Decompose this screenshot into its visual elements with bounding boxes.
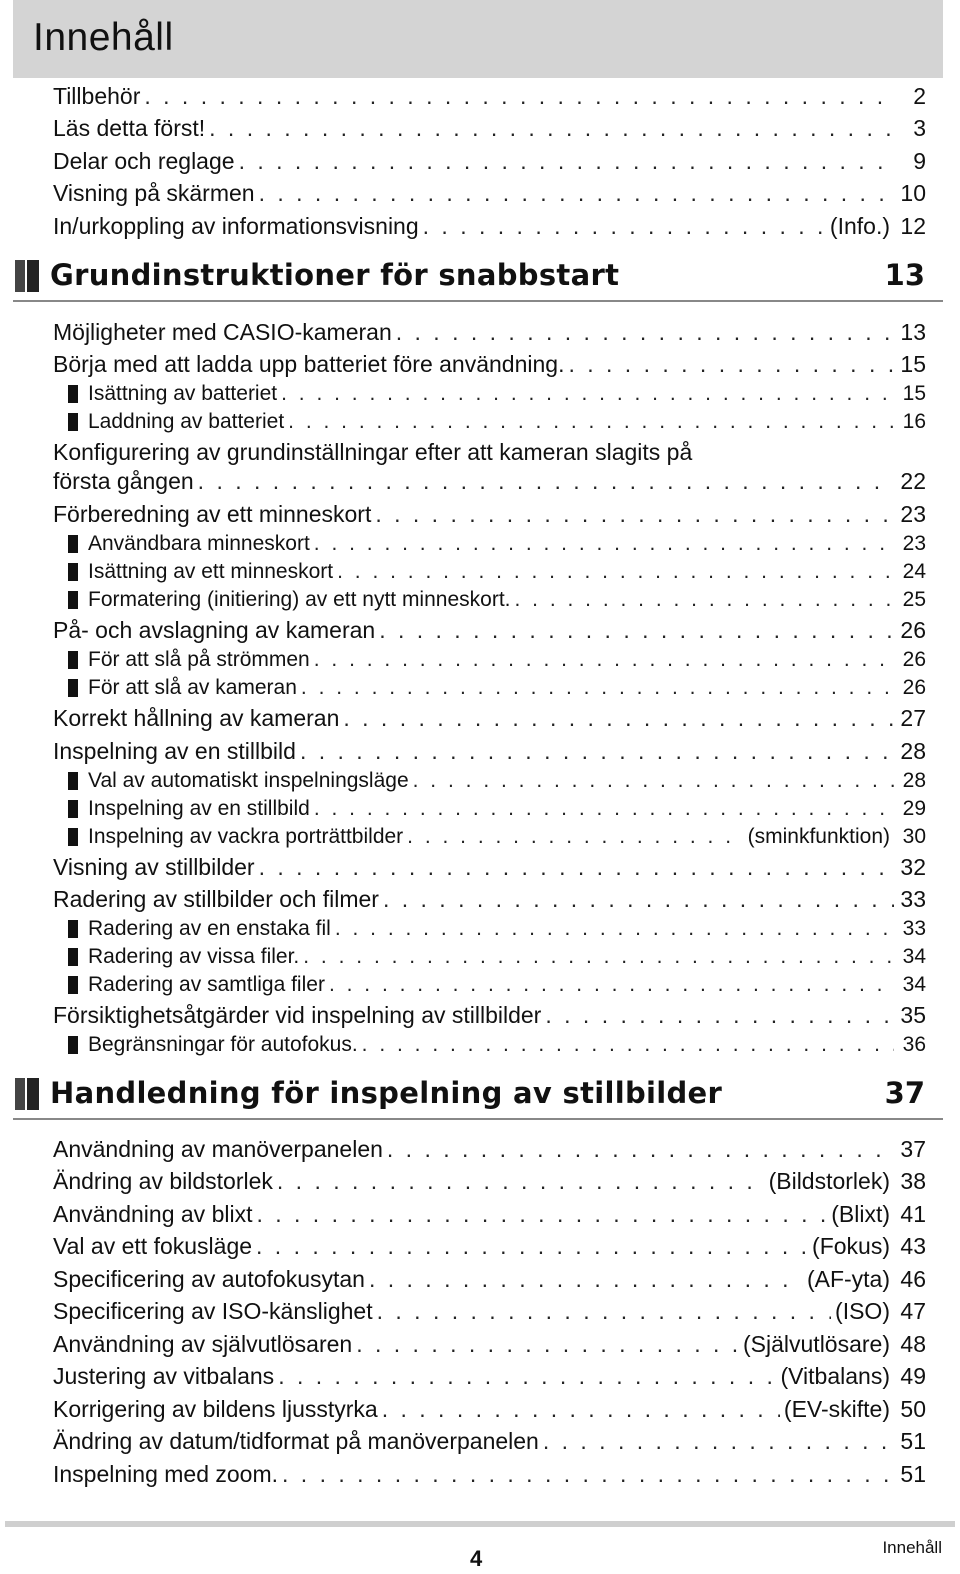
toc-entry-page: 10	[900, 180, 926, 206]
toc-entry-title: På- och avslagning av kameran	[53, 617, 376, 643]
toc-entry-page: 47	[900, 1298, 926, 1324]
toc-entry-page: 51	[900, 1461, 926, 1487]
toc-entry[interactable]	[53, 146, 926, 176]
toc-entry-page: 28	[900, 738, 926, 764]
toc-entry-note: (Fokus)	[812, 1233, 890, 1259]
toc-entry[interactable]	[53, 113, 926, 143]
toc-entry-title: Inspelning av en stillbild	[53, 738, 296, 764]
toc-entry-page: 43	[900, 1233, 926, 1259]
toc-entry-title: Justering av vitbalans	[53, 1363, 275, 1389]
toc-entry-page: 23	[900, 501, 926, 527]
toc-entry-note: (Info.)	[829, 213, 890, 239]
bullet-icon	[68, 535, 78, 553]
bullet-icon	[68, 413, 78, 431]
toc-subentry[interactable]	[68, 943, 926, 971]
toc-entry-title: Inspelning av vackra porträttbilder	[88, 825, 404, 848]
toc-entry[interactable]	[53, 1264, 926, 1294]
toc-entry-title: Formatering (initiering) av ett nytt minneskort.	[88, 588, 511, 611]
toc-entry[interactable]	[53, 852, 926, 882]
toc-entry[interactable]	[53, 466, 926, 496]
toc-entry[interactable]	[53, 1361, 926, 1391]
toc-entry-page: 33	[900, 886, 926, 912]
toc-entry[interactable]	[53, 884, 926, 914]
toc-entry-page: 49	[900, 1363, 926, 1389]
toc-entry[interactable]	[53, 703, 926, 733]
toc-entry-title: Isättning av batteriet	[88, 382, 278, 405]
toc-entry-title: Visning av stillbilder	[53, 854, 255, 880]
toc-entry-title: Radering av stillbilder och filmer	[53, 886, 379, 912]
toc-entry-page: 50	[900, 1396, 926, 1422]
section-marker-icon	[15, 260, 49, 292]
toc-entry-page: 30	[902, 825, 926, 848]
toc-entry-page: 15	[900, 351, 926, 377]
toc-entry-title: Börja med att ladda upp batteriet före användning.	[53, 351, 565, 377]
toc-entry-title: Tillbehör	[53, 83, 141, 109]
toc-entry-page: 2	[913, 83, 926, 109]
section-heading[interactable]	[13, 1072, 943, 1120]
toc-entry-page: 3	[913, 115, 926, 141]
toc-entry-line1[interactable]	[53, 437, 926, 467]
toc-entry-title: Specificering av autofokusytan	[53, 1266, 365, 1292]
toc-entry-title: Inspelning av en stillbild	[88, 797, 310, 820]
bullet-icon	[68, 679, 78, 697]
toc-entry-title: Läs detta först!	[53, 115, 206, 141]
toc-entry-page: 12	[900, 213, 926, 239]
toc-subentry[interactable]	[68, 1031, 926, 1059]
toc-entry[interactable]	[53, 178, 926, 208]
toc-entry-title: Val av ett fokusläge	[53, 1233, 253, 1259]
footer-divider	[5, 1521, 955, 1527]
toc-entry[interactable]	[53, 1231, 926, 1261]
toc-entry-title-continued: första gången	[53, 468, 194, 494]
toc-entry[interactable]	[53, 1329, 926, 1359]
toc-subentry[interactable]	[68, 586, 926, 614]
toc-entry-title: Val av automatiskt inspelningsläge	[88, 769, 409, 792]
bullet-icon	[68, 563, 78, 581]
section-page: 13	[884, 258, 925, 292]
toc-subentry[interactable]	[68, 530, 926, 558]
toc-entry-note: (AF-yta)	[806, 1266, 890, 1292]
toc-subentry[interactable]	[68, 646, 926, 674]
bullet-icon	[68, 385, 78, 403]
bullet-icon	[68, 772, 78, 790]
toc-entry-note: (sminkfunktion)	[747, 825, 890, 848]
toc-entry[interactable]	[53, 349, 926, 379]
toc-entry-title: Delar och reglage	[53, 148, 235, 174]
toc-entry-page: 24	[902, 560, 926, 583]
toc-entry-page: 48	[900, 1331, 926, 1357]
toc-entry-title: Ändring av datum/tidformat på manöverpanelen	[53, 1428, 539, 1454]
toc-entry-page: 37	[900, 1136, 926, 1162]
toc-entry[interactable]	[53, 1199, 926, 1229]
bullet-icon	[68, 828, 78, 846]
toc-entry-title: Begränsningar för autofokus.	[88, 1033, 358, 1056]
toc-entry-page: 22	[900, 468, 926, 494]
toc-entry-page: 26	[902, 648, 926, 671]
toc-entry-page: 27	[900, 705, 926, 731]
toc-entry-title: Laddning av batteriet	[88, 410, 285, 433]
toc-entry-title: Användning av självutlösaren	[53, 1331, 353, 1357]
toc-entry-note: (Blixt)	[831, 1201, 890, 1227]
section-page: 37	[884, 1076, 925, 1110]
toc-entry-title: Ändring av bildstorlek	[53, 1168, 273, 1194]
toc-entry-title: Möjligheter med CASIO-kameran	[53, 319, 392, 345]
toc-entry-note: (Bildstorlek)	[768, 1168, 890, 1194]
section-title: Grundinstruktioner för snabbstart	[50, 258, 620, 292]
toc-entry[interactable]	[53, 81, 926, 111]
toc-entry-title: Användbara minneskort	[88, 532, 310, 555]
toc-entry[interactable]	[53, 317, 926, 347]
toc-entry[interactable]	[53, 1134, 926, 1164]
toc-entry-title: Visning på skärmen	[53, 180, 255, 206]
bullet-icon	[68, 651, 78, 669]
toc-entry[interactable]	[53, 736, 926, 766]
toc-entry-page: 13	[900, 319, 926, 345]
bullet-icon	[68, 948, 78, 966]
bullet-icon	[68, 920, 78, 938]
page-number: 4	[470, 1546, 483, 1571]
toc-entry-page: 46	[900, 1266, 926, 1292]
toc-entry-title: Försiktighetsåtgärder vid inspelning av stillbilder	[53, 1002, 542, 1028]
toc-entry[interactable]	[53, 1296, 926, 1326]
toc-entry-title: Specificering av ISO-känslighet	[53, 1298, 373, 1324]
toc-entry-page: 34	[902, 973, 926, 996]
toc-entry[interactable]	[53, 211, 926, 241]
section-title: Handledning för inspelning av stillbilder	[50, 1076, 723, 1110]
bullet-icon	[68, 591, 78, 609]
section-marker-icon	[15, 1078, 49, 1110]
toc-subentry[interactable]	[68, 558, 926, 586]
toc-entry-page: 15	[902, 382, 926, 405]
toc-subentry[interactable]	[68, 674, 926, 702]
toc-entry-page: 51	[900, 1428, 926, 1454]
toc-entry-page: 34	[902, 945, 926, 968]
toc-subentry[interactable]	[68, 971, 926, 999]
toc-subentry[interactable]	[68, 408, 926, 436]
toc-entry-title: Radering av en enstaka fil	[88, 917, 331, 940]
footer-label: Innehåll	[882, 1538, 942, 1557]
toc-entry[interactable]	[53, 499, 926, 529]
toc-entry-title: För att slå på strömmen	[88, 648, 310, 671]
toc-entry-page: 36	[902, 1033, 926, 1056]
toc-entry-title: Konfigurering av grundinställningar efter att kameran slagits på	[53, 439, 693, 465]
toc-entry-title: Användning av blixt	[53, 1201, 253, 1227]
toc-entry-title: Isättning av ett minneskort	[88, 560, 334, 583]
toc-entry-note: (Vitbalans)	[780, 1363, 890, 1389]
toc-entry-title: Radering av vissa filer.	[88, 945, 300, 968]
toc-subentry[interactable]	[68, 915, 926, 943]
toc-entry-page: 35	[900, 1002, 926, 1028]
toc-entry-title: Förberedning av ett minneskort	[53, 501, 372, 527]
toc-entry-note: (Självutlösare)	[743, 1331, 890, 1357]
toc-entry-page: 25	[902, 588, 926, 611]
toc-entry-title: Korrekt hållning av kameran	[53, 705, 340, 731]
toc-entry-page: 9	[913, 148, 926, 174]
toc-entry-page: 16	[902, 410, 926, 433]
toc-entry-title: Inspelning med zoom.	[53, 1461, 279, 1487]
bullet-icon	[68, 800, 78, 818]
toc-entry-title: För att slå av kameran	[88, 676, 297, 699]
toc-entry-page: 32	[900, 854, 926, 880]
toc-entry[interactable]	[53, 1166, 926, 1196]
toc-entry[interactable]	[53, 1426, 926, 1456]
toc-entry-page: 41	[900, 1201, 926, 1227]
toc-entry-title: In/urkoppling av informationsvisning	[53, 213, 419, 239]
toc-entry-title: Korrigering av bildens ljusstyrka	[53, 1396, 378, 1422]
toc-entry-page: 29	[902, 797, 926, 820]
bullet-icon	[68, 976, 78, 994]
bullet-icon	[68, 1036, 78, 1054]
page-header	[13, 0, 943, 78]
toc-entry-page: 26	[902, 676, 926, 699]
toc-entry[interactable]	[53, 1459, 926, 1489]
toc-subentry[interactable]	[68, 795, 926, 823]
toc-subentry[interactable]	[68, 767, 926, 795]
section-heading[interactable]	[13, 254, 943, 302]
toc-entry[interactable]	[53, 615, 926, 645]
toc-entry-page: 38	[900, 1168, 926, 1194]
toc-subentry[interactable]	[68, 380, 926, 408]
toc-entry-page: 26	[900, 617, 926, 643]
toc-entry-page: 23	[902, 532, 926, 555]
toc-entry-page: 33	[902, 917, 926, 940]
toc-entry[interactable]	[53, 1394, 926, 1424]
toc-subentry[interactable]	[68, 823, 926, 851]
page-title: Innehåll	[33, 16, 174, 59]
toc-entry-title: Användning av manöverpanelen	[53, 1136, 383, 1162]
toc-entry-page: 28	[902, 769, 926, 792]
toc-entry-note: (ISO)	[835, 1298, 890, 1324]
toc-entry-note: (EV-skifte)	[783, 1396, 890, 1422]
toc-entry-title: Radering av samtliga filer	[88, 973, 325, 996]
toc-entry[interactable]	[53, 1000, 926, 1030]
